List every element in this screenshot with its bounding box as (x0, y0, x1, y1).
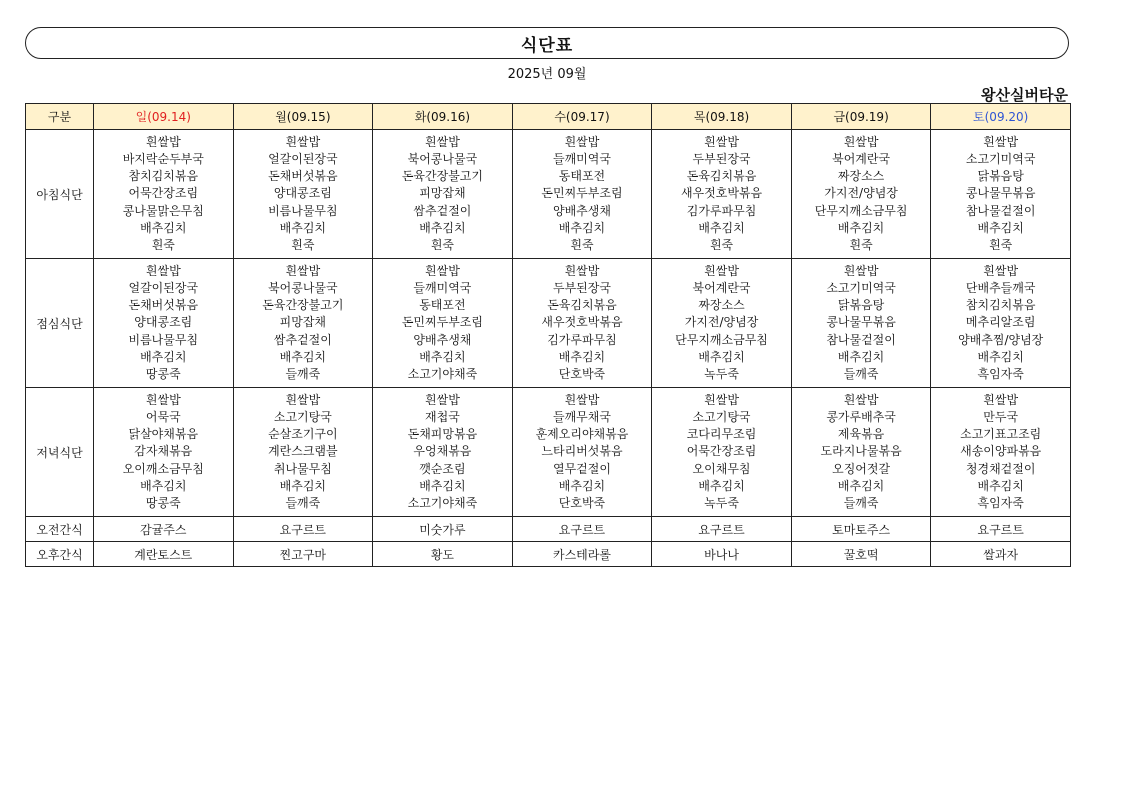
snack-cell: 요구르트 (652, 517, 792, 542)
meal-row-label: 아침식단 (26, 130, 94, 259)
menu-item: 돈민찌두부조림 (401, 315, 483, 330)
menu-item: 오이깨소금무침 (122, 461, 204, 476)
date-subtitle: 2025년 09월 (507, 67, 587, 82)
header-day-sat: 토(09.20) (931, 104, 1071, 130)
menu-item: 소고기미역국 (965, 151, 1036, 166)
meal-cell (931, 388, 1071, 517)
snack-row (26, 542, 1071, 567)
menu-item: 어묵간장조림 (686, 444, 757, 459)
menu-item: 단호박죽 (558, 496, 606, 510)
snack-cell: 바나나 (652, 542, 792, 567)
header-row (26, 104, 1071, 130)
menu-item: 가지전/양념장 (824, 186, 898, 201)
menu-item: 새우젓호박볶음 (541, 315, 623, 330)
menu-item: 훈제오리야채볶음 (535, 427, 629, 442)
meal-cell (652, 259, 792, 388)
menu-item: 배추김치 (140, 220, 187, 235)
snack-cell: 찐고구마 (233, 542, 373, 567)
menu-item: 흰쌀밥 (425, 263, 460, 278)
menu-item: 배추김치 (698, 220, 745, 235)
menu-item: 흰쌀밥 (843, 392, 879, 407)
meal-cell (512, 130, 652, 259)
menu-item: 돈채버섯볶음 (268, 169, 338, 184)
menu-item: 김가루파무침 (547, 332, 617, 347)
menu-item: 흰쌀밥 (285, 263, 321, 278)
meal-cell (931, 130, 1071, 259)
menu-item: 우엉채볶음 (413, 444, 472, 459)
menu-item: 배추김치 (140, 349, 187, 364)
menu-item: 제육볶음 (837, 427, 885, 442)
menu-item: 흰쌀밥 (564, 134, 600, 149)
menu-item: 들깨무채국 (552, 409, 611, 424)
snack-row-label: 오전간식 (26, 517, 94, 542)
menu-item: 돈민찌두부조림 (541, 186, 623, 201)
menu-item: 소고기야채죽 (407, 496, 478, 510)
meal-cell (233, 259, 373, 388)
meal-cell (652, 130, 792, 259)
meal-cell (373, 388, 513, 517)
meal-cell (791, 388, 931, 517)
snack-cell: 미숫가루 (373, 517, 513, 542)
title-box (25, 27, 1069, 59)
menu-item: 감자채볶음 (134, 444, 193, 459)
menu-item: 들깨죽 (843, 496, 879, 510)
menu-item: 흰쌀밥 (704, 134, 739, 149)
menu-item: 오징어젓갈 (832, 461, 891, 476)
menu-item: 배추김치 (279, 220, 327, 235)
menu-item: 계란스크램블 (268, 444, 338, 459)
menu-item: 얼갈이된장국 (128, 280, 199, 295)
snack-cell: 감귤주스 (94, 517, 234, 542)
menu-item: 콩나물무볶음 (826, 315, 896, 330)
menu-item: 들깨미역국 (413, 280, 472, 295)
menu-item: 느타리버섯볶음 (541, 444, 623, 459)
menu-item: 어묵국 (145, 409, 181, 424)
snack-cell: 계란토스트 (94, 542, 234, 567)
menu-item: 흰쌀밥 (704, 263, 739, 278)
menu-item: 녹두죽 (704, 496, 739, 510)
menu-item: 메추리알조림 (965, 315, 1036, 330)
snack-cell: 요구르트 (512, 517, 652, 542)
menu-item: 배추김치 (279, 349, 327, 364)
header-category: 구분 (26, 104, 94, 130)
meal-body (26, 130, 1071, 517)
menu-item: 배추김치 (140, 478, 187, 493)
menu-item: 쌈추겉절이 (273, 332, 332, 347)
menu-item: 소고기탕국 (273, 409, 332, 424)
menu-item: 돈육간장불고기 (262, 298, 344, 313)
menu-item: 흑임자죽 (977, 496, 1024, 510)
header-day-wed: 수(09.17) (512, 104, 652, 130)
menu-item: 단호박죽 (558, 367, 606, 381)
menu-item: 흰죽 (849, 238, 873, 252)
meal-cell (791, 130, 931, 259)
menu-item: 도라지나물볶음 (820, 444, 902, 459)
menu-item: 두부된장국 (552, 280, 611, 295)
menu-item: 만두국 (983, 409, 1019, 424)
menu-item: 돈채버섯볶음 (128, 298, 199, 313)
menu-item: 얼갈이된장국 (268, 151, 338, 166)
snack-cell: 요구르트 (931, 517, 1071, 542)
menu-item: 열무겉절이 (552, 461, 611, 476)
snack-row-label: 오후간식 (26, 542, 94, 567)
meal-row (26, 130, 1071, 259)
menu-item: 들깨죽 (843, 367, 879, 381)
menu-item: 배추김치 (698, 478, 745, 493)
menu-item: 흰쌀밥 (564, 392, 600, 407)
header-day-fri: 금(09.19) (791, 104, 931, 130)
menu-item: 돈육간장불고기 (401, 169, 483, 184)
menu-item: 배추김치 (419, 478, 466, 493)
menu-item: 흰쌀밥 (145, 392, 181, 407)
snack-cell: 카스테라롤 (512, 542, 652, 567)
menu-item: 돈육김치볶음 (686, 169, 757, 184)
menu-item: 흰쌀밥 (704, 392, 739, 407)
menu-item: 흰쌀밥 (983, 134, 1019, 149)
meal-cell (94, 388, 234, 517)
meal-row-label: 점심식단 (26, 259, 94, 388)
menu-item: 흰죽 (291, 238, 315, 252)
menu-item: 배추김치 (837, 349, 885, 364)
menu-item: 돈채피망볶음 (407, 427, 478, 442)
menu-item: 동태포전 (558, 169, 606, 184)
menu-item: 소고기미역국 (826, 280, 896, 295)
menu-item: 배추김치 (698, 349, 745, 364)
menu-item: 북어콩나물국 (268, 280, 338, 295)
menu-item: 오이채무침 (692, 461, 751, 476)
meal-cell (791, 259, 931, 388)
organization-name: 왕산실버타운 (981, 86, 1068, 104)
snack-cell: 요구르트 (233, 517, 373, 542)
meal-cell (233, 388, 373, 517)
menu-item: 배추김치 (419, 349, 466, 364)
menu-item: 청경채겉절이 (965, 461, 1036, 476)
menu-item: 흰쌀밥 (285, 134, 321, 149)
menu-item: 배추김치 (977, 349, 1024, 364)
menu-item: 짜장소스 (698, 298, 745, 313)
menu-item: 소고기표고조림 (960, 427, 1042, 442)
menu-item: 흰쌀밥 (285, 392, 321, 407)
menu-item: 흰쌀밥 (145, 134, 181, 149)
header-day-thu: 목(09.18) (652, 104, 792, 130)
menu-item: 소고기야채죽 (407, 367, 478, 381)
menu-item: 비름나물무침 (128, 332, 199, 347)
header-day-mon: 월(09.15) (233, 104, 373, 130)
menu-item: 북어계란국 (832, 151, 891, 166)
menu-item: 북어콩나물국 (407, 151, 478, 166)
menu-item: 흰죽 (709, 238, 734, 252)
menu-item: 취나물무침 (273, 461, 332, 476)
menu-item: 콩나물무볶음 (965, 186, 1036, 201)
menu-item: 닭볶음탕 (977, 169, 1024, 184)
menu-item: 바지락순두부국 (122, 151, 204, 166)
menu-item: 순살조기구이 (268, 427, 338, 442)
menu-item: 짜장소스 (837, 169, 885, 184)
menu-item: 흰죽 (430, 238, 454, 252)
menu-item: 콩나물맑은무침 (122, 203, 204, 218)
menu-item: 김가루파무침 (686, 203, 757, 218)
meal-cell (233, 130, 373, 259)
menu-item: 소고기탕국 (692, 409, 751, 424)
menu-item: 배추김치 (977, 478, 1024, 493)
menu-item: 참치김치볶음 (965, 298, 1036, 313)
menu-item: 흰쌀밥 (145, 263, 181, 278)
menu-item: 흰죽 (151, 238, 175, 252)
snack-cell: 꿀호떡 (791, 542, 931, 567)
snack-row (26, 517, 1071, 542)
meal-row (26, 388, 1071, 517)
meal-cell (94, 130, 234, 259)
menu-item: 코다리무조림 (686, 427, 757, 442)
menu-item: 배추김치 (558, 478, 606, 493)
menu-item: 양배추생채 (413, 332, 472, 347)
snack-body (26, 517, 1071, 567)
menu-item: 흰쌀밥 (983, 263, 1019, 278)
menu-item: 닭볶음탕 (837, 298, 885, 313)
menu-item: 피망잡채 (279, 315, 327, 330)
meal-cell (652, 388, 792, 517)
menu-item: 배추김치 (558, 349, 606, 364)
menu-item: 흑임자죽 (977, 367, 1024, 381)
menu-item: 단무지깨소금무침 (675, 332, 768, 347)
menu-item: 양대콩조림 (273, 186, 332, 201)
menu-item: 비름나물무침 (268, 203, 338, 218)
meal-cell (94, 259, 234, 388)
meal-cell (512, 259, 652, 388)
menu-item: 단무지깨소금무침 (814, 203, 908, 218)
page-title: 식단표 (520, 35, 574, 56)
menu-item: 북어계란국 (692, 280, 751, 295)
snack-cell: 황도 (373, 542, 513, 567)
menu-item: 흰죽 (570, 238, 594, 252)
menu-item: 깻순조림 (419, 461, 466, 476)
menu-item: 양대콩조림 (134, 315, 193, 330)
menu-item: 단배추들깨국 (965, 280, 1036, 295)
menu-item: 참치김치볶음 (128, 169, 199, 184)
menu-item: 땅콩죽 (145, 367, 181, 381)
menu-item: 참나물겉절이 (826, 332, 896, 347)
menu-item: 재첩국 (425, 409, 460, 424)
menu-item: 닭살야채볶음 (128, 427, 199, 442)
meal-cell (931, 259, 1071, 388)
header-day-tue: 화(09.16) (373, 104, 513, 130)
menu-item: 돈육김치볶음 (547, 298, 617, 313)
menu-item: 참나물겉절이 (965, 203, 1036, 218)
menu-item: 어묵간장조림 (128, 186, 199, 201)
menu-item: 흰쌀밥 (425, 392, 460, 407)
header-day-sun: 일(09.14) (94, 104, 234, 130)
menu-item: 녹두죽 (704, 367, 739, 381)
menu-item: 땅콩죽 (145, 496, 181, 510)
menu-item: 두부된장국 (692, 151, 751, 166)
menu-item: 새송이양파볶음 (960, 444, 1042, 459)
menu-item: 흰쌀밥 (564, 263, 600, 278)
menu-item: 들깨죽 (285, 367, 321, 381)
menu-item: 양배추생채 (552, 203, 611, 218)
menu-item: 배추김치 (558, 220, 606, 235)
meal-cell (373, 130, 513, 259)
menu-item: 동태포전 (419, 298, 466, 313)
menu-item: 피망잡채 (419, 186, 466, 201)
menu-item: 흰쌀밥 (843, 134, 879, 149)
menu-item: 흰쌀밥 (983, 392, 1019, 407)
menu-item: 새우젓호박볶음 (680, 186, 763, 201)
menu-item: 가지전/양념장 (684, 315, 759, 330)
menu-item: 배추김치 (419, 220, 466, 235)
menu-item: 배추김치 (279, 478, 327, 493)
snack-cell: 쌀과자 (931, 542, 1071, 567)
menu-item: 들깨미역국 (552, 151, 611, 166)
meal-row-label: 저녁식단 (26, 388, 94, 517)
menu-table (25, 103, 1071, 567)
menu-item: 흰쌀밥 (843, 263, 879, 278)
menu-item: 쌈추겉절이 (413, 203, 472, 218)
menu-item: 배추김치 (837, 220, 885, 235)
menu-item: 배추김치 (977, 220, 1024, 235)
menu-item: 들깨죽 (285, 496, 321, 510)
meal-row (26, 259, 1071, 388)
snack-cell: 토마토주스 (791, 517, 931, 542)
meal-cell (373, 259, 513, 388)
menu-item: 흰쌀밥 (425, 134, 460, 149)
menu-item: 양배추찜/양념장 (958, 332, 1044, 347)
menu-item: 배추김치 (837, 478, 885, 493)
menu-item: 흰죽 (989, 238, 1013, 252)
meal-cell (512, 388, 652, 517)
menu-item: 콩가루배추국 (826, 409, 896, 424)
